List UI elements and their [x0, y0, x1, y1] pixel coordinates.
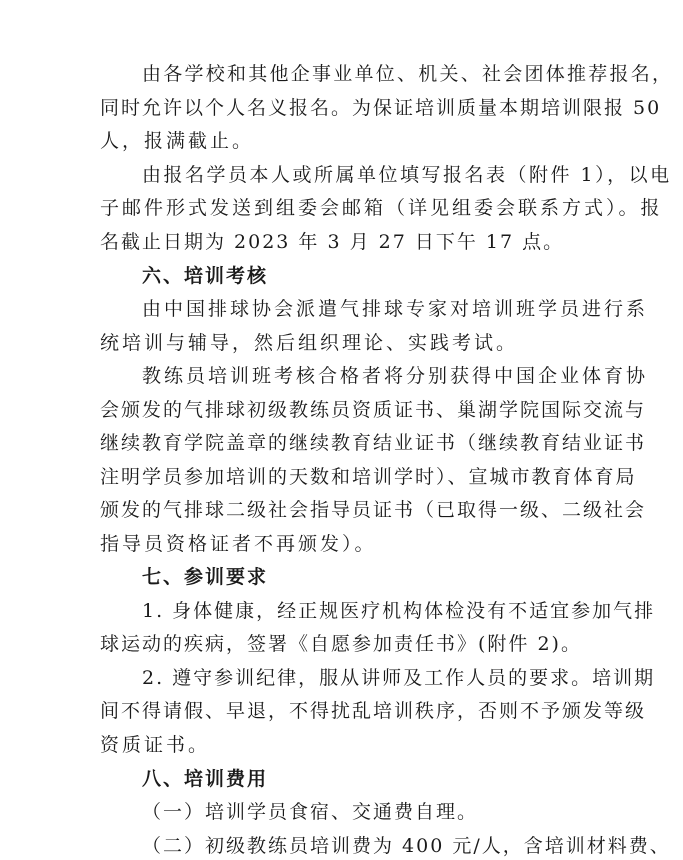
section-heading: 七、参训要求 [142, 566, 269, 588]
list-item: （一）培训学员食宿、交通费自理。 [142, 801, 479, 823]
section-heading: 八、培训费用 [142, 768, 269, 790]
paragraph-line: 颁发的气排球二级社会指导员证书（已取得一级、二级社会 [100, 499, 647, 521]
paragraph-line: 间不得请假、早退，不得扰乱培训秩序，否则不予颁发等级 [100, 700, 647, 722]
paragraph-line: 注明学员参加培训的天数和培训学时）、宣城市教育体育局 [100, 466, 637, 488]
paragraph-line: 资质证书。 [100, 734, 211, 756]
paragraph-line: 2. 遵守参训纪律，服从讲师及工作人员的要求。培训期 [142, 667, 656, 689]
paragraph-line: 由报名学员本人或所属单位填写报名表（附件 1），以电 [142, 164, 672, 186]
paragraph-line: 继续教育学院盖章的继续教育结业证书（继续教育结业证书 [100, 432, 647, 454]
paragraph-line: 教练员培训班考核合格者将分别获得中国企业体育协 [142, 365, 649, 387]
paragraph-line: 人，报满截止。 [100, 130, 255, 152]
list-item: （二）初级教练员培训费为 400 元/人，含培训材料费、 [142, 835, 671, 857]
paragraph-line: 指导员资格证者不再颁发）。 [100, 533, 377, 555]
paragraph-line: 球运动的疾病，签署《自愿参加责任书》(附件 2)。 [100, 633, 582, 655]
paragraph-line: 由中国排球协会派遣气排球专家对培训班学员进行系 [142, 298, 649, 320]
paragraph-line: 1. 身体健康，经正规医疗机构体检没有不适宜参加气排 [142, 600, 656, 622]
paragraph-line: 由各学校和其他企事业单位、机关、社会团体推荐报名， [142, 63, 674, 85]
paragraph-line: 会颁发的气排球初级教练员资质证书、巢湖学院国际交流与 [100, 399, 647, 421]
paragraph-line: 子邮件形式发送到组委会邮箱（详见组委会联系方式）。报 [100, 197, 663, 219]
section-heading: 六、培训考核 [142, 265, 269, 287]
paragraph-line: 名截止日期为 2023 年 3 月 27 日下午 17 点。 [100, 231, 565, 253]
paragraph-line: 统培训与辅导，然后组织理论、实践考试。 [100, 332, 519, 354]
paragraph-line: 同时允许以个人名义报名。为保证培训质量本期培训限报 50 [100, 97, 662, 119]
